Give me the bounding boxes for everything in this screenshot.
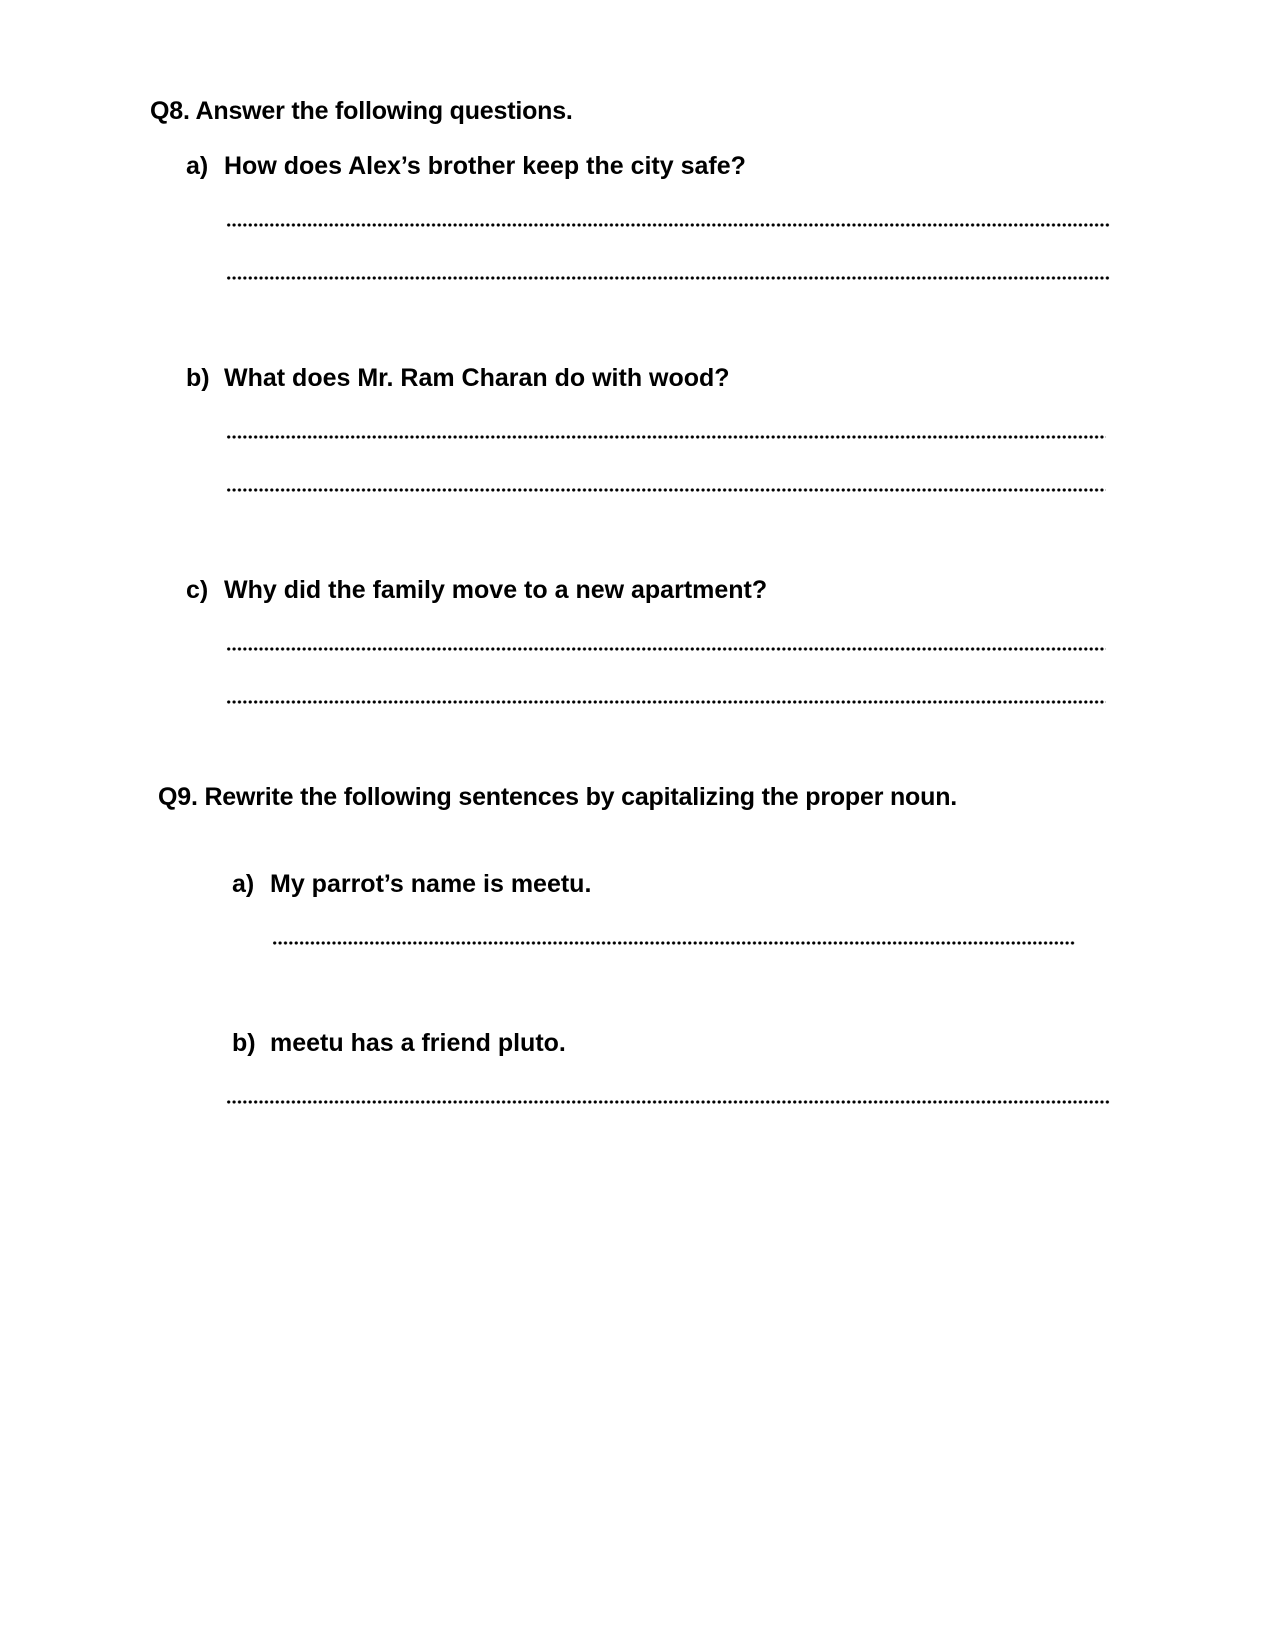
q9-b-label: b) — [232, 1029, 256, 1057]
q8-heading: Q8. Answer the following questions. — [150, 97, 573, 125]
q9-heading: Q9. Rewrite the following sentences by capitalizing the proper noun. — [158, 783, 958, 811]
q8-b-text: What does Mr. Ram Charan do with wood? — [224, 364, 730, 392]
q9-a-text: My parrot’s name is meetu. — [270, 870, 592, 898]
q8-b-answer-line-2[interactable] — [226, 487, 1106, 493]
q8-c-answer-line-2[interactable] — [226, 699, 1106, 705]
q8-c-text: Why did the family move to a new apartment? — [224, 576, 768, 604]
q9-question-a — [232, 869, 591, 899]
q8-b-label: b) — [186, 364, 210, 392]
q8-c-answer-line-1[interactable] — [226, 646, 1106, 652]
q9-b-answer-line[interactable] — [226, 1099, 1110, 1105]
q8-c-label: c) — [186, 576, 209, 604]
q9-question-b — [232, 1028, 566, 1058]
q8-a-answer-line-1[interactable] — [226, 222, 1110, 228]
q9-a-label: a) — [232, 870, 255, 898]
q8-question-a — [186, 151, 746, 181]
q8-question-b — [186, 363, 730, 393]
q9-b-text: meetu has a friend pluto. — [270, 1029, 566, 1057]
q8-a-answer-line-2[interactable] — [226, 275, 1110, 281]
q8-a-text: How does Alex’s brother keep the city safe? — [224, 152, 746, 180]
q9-a-answer-line[interactable] — [272, 940, 1076, 946]
q8-question-c — [186, 575, 767, 605]
q8-a-label: a) — [186, 152, 209, 180]
q8-b-answer-line-1[interactable] — [226, 434, 1106, 440]
